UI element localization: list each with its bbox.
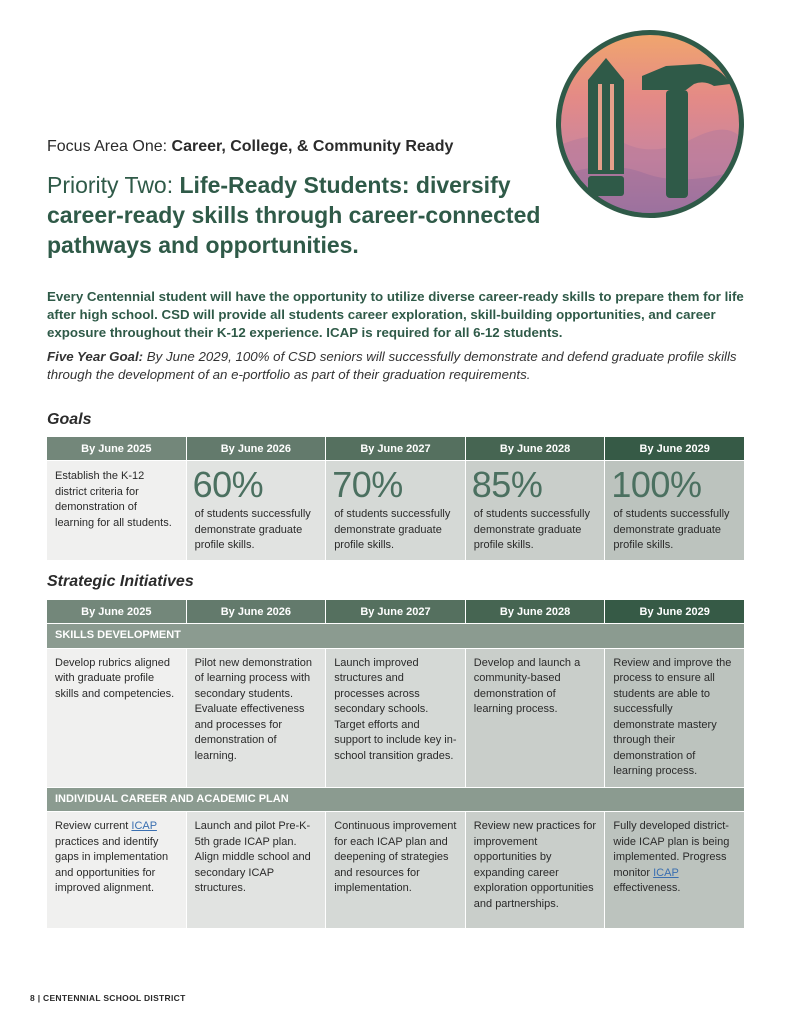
goal-text-2028: of students successfully demonstrate graduate profile skills. — [473, 508, 590, 551]
goal-percent-2026: 60% — [192, 464, 264, 505]
icap-cell-2029-before: Fully developed district-wide ICAP plan is being implemented. Progress monitor — [613, 820, 730, 879]
goals-header-2026: By June 2026 — [186, 437, 326, 461]
icap-link-2029[interactable]: ICAP — [653, 866, 679, 879]
goals-table — [46, 436, 745, 561]
skills-development-row — [47, 648, 745, 787]
goals-header-2025: By June 2025 — [47, 437, 187, 461]
goal-text-2027: of students successfully demonstrate graduate profile skills. — [334, 508, 451, 551]
initiatives-header-2029: By June 2029 — [605, 600, 745, 624]
focus-area-name: Career, College, & Community Ready — [171, 138, 454, 155]
goal-cell-2026 — [186, 461, 326, 561]
goals-header-2029: By June 2029 — [605, 437, 745, 461]
skills-cell-2026: Pilot new demonstration of learning process with secondary students. Evaluate effectiveness and processes for demonstration of learning. — [186, 648, 326, 787]
priority-heading — [47, 170, 567, 260]
goal-percent-2027: 70% — [332, 464, 403, 505]
icap-link-2025[interactable]: ICAP — [131, 820, 157, 832]
icap-cell-2028: Review new practices for improvement opportunities by expanding career exploration opportunities and partnerships. — [465, 812, 605, 929]
goal-percent-2029: 100% — [611, 464, 702, 505]
goals-header-2027: By June 2027 — [326, 437, 466, 461]
five-year-goal — [47, 348, 747, 384]
icap-cell-2025 — [47, 812, 187, 929]
skills-cell-2028: Develop and launch a community-based demonstration of learning process. — [465, 648, 605, 787]
goal-cell-2028 — [465, 461, 605, 561]
icap-band — [47, 787, 745, 812]
icap-label: INDIVIDUAL CAREER AND ACADEMIC PLAN — [47, 787, 745, 812]
skills-development-band — [47, 624, 745, 649]
goal-text-2026: of students successfully demonstrate graduate profile skills. — [194, 508, 311, 551]
priority-prefix: Priority Two: — [47, 172, 180, 198]
icap-cell-2029-after: effectiveness. — [613, 882, 681, 894]
goal-cell-2027 — [326, 461, 466, 561]
goal-cell-2029 — [605, 461, 745, 561]
initiatives-header-2028: By June 2028 — [465, 600, 605, 624]
skills-cell-2029: Review and improve the process to ensure all students are able to successfully demonstrate mastery through their demonstration of learning process. — [605, 648, 745, 787]
goals-row — [47, 461, 745, 561]
goal-cell-2025: Establish the K-12 district criteria for demonstration of learning for all students. — [47, 461, 187, 561]
goals-header-2028: By June 2028 — [465, 437, 605, 461]
intro-paragraph: Every Centennial student will have the opportunity to utilize diverse career-ready skills to prepare them for life after high school. CSD will provide all students career exploration, skill-building opportunities, and career exposure throughout their K-12 experience. ICAP is required for all 6-12 students. — [47, 289, 744, 340]
skills-cell-2027: Launch improved structures and processes across secondary schools. Target efforts and support to include key in-school transition grades. — [326, 648, 466, 787]
icap-cell-2025-after: practices and identify gaps in implementation and opportunities for improved alignment. — [55, 835, 169, 894]
icap-row — [47, 812, 745, 929]
skills-development-label: SKILLS DEVELOPMENT — [47, 624, 745, 649]
goal-percent-2028: 85% — [471, 464, 543, 505]
goals-header-row — [47, 437, 745, 461]
initiatives-header-2025: By June 2025 — [47, 600, 187, 624]
skills-cell-2025: Develop rubrics aligned with graduate profile skills and competencies. — [47, 648, 187, 787]
priority-title: Life-Ready Students: diversify career-ready skills through career-connected pathways and opportunities. — [47, 172, 541, 258]
initiatives-header-2026: By June 2026 — [186, 600, 326, 624]
icap-cell-2026: Launch and pilot Pre-K-5th grade ICAP plan. Align middle school and secondary ICAP structures. — [186, 812, 326, 929]
page-footer: 8 | CENTENNIAL SCHOOL DISTRICT — [30, 993, 186, 1003]
focus-area-prefix: Focus Area One: — [47, 138, 172, 155]
initiatives-title: Strategic Initiatives — [47, 573, 194, 590]
focus-area-heading — [47, 138, 453, 156]
icap-cell-2025-before: Review current — [55, 820, 132, 832]
five-year-goal-label: Five Year Goal: — [47, 349, 144, 364]
initiatives-header-2027: By June 2027 — [326, 600, 466, 624]
icap-cell-2027: Continuous improvement for each ICAP plan and deepening of strategies and resources for implementation. — [326, 812, 466, 929]
goal-text-2029: of students successfully demonstrate graduate profile skills. — [613, 508, 730, 551]
initiatives-header-row — [47, 600, 745, 624]
initiatives-table — [46, 599, 745, 929]
goals-title: Goals — [47, 411, 92, 428]
icap-cell-2029 — [605, 812, 745, 929]
five-year-goal-text: By June 2029, 100% of CSD seniors will successfully demonstrate and defend graduate profile skills through the development of an e-portfolio as part of their graduation requirements. — [47, 349, 737, 382]
pencil-hammer-emblem — [554, 28, 746, 220]
